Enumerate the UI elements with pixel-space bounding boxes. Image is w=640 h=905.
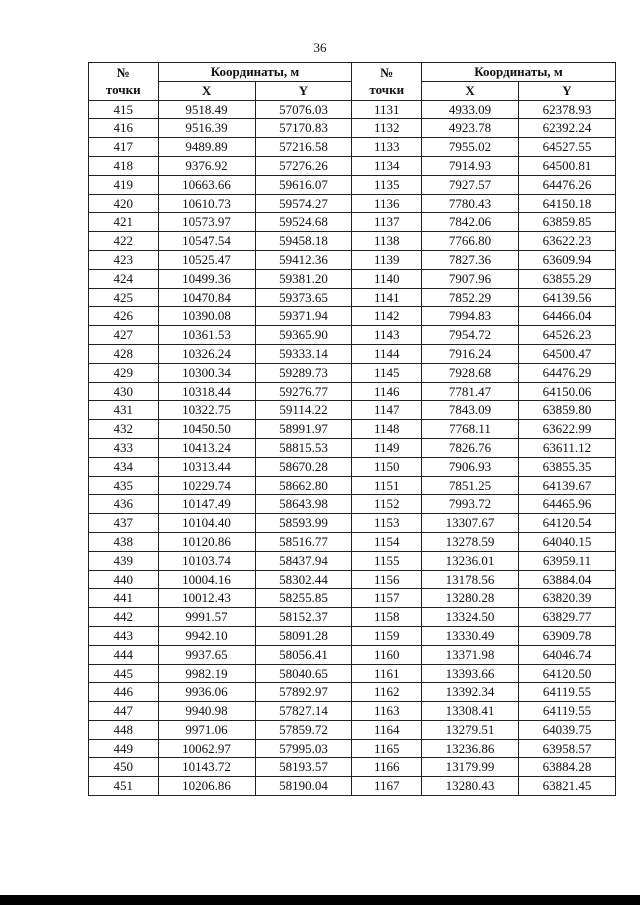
point-number-cell: 1142 bbox=[352, 307, 422, 326]
x-coordinate-cell: 10663.66 bbox=[158, 175, 255, 194]
point-number-cell: 1158 bbox=[352, 608, 422, 627]
table-row bbox=[89, 363, 616, 382]
x-coordinate-cell: 13330.49 bbox=[422, 626, 519, 645]
point-number-cell: 1148 bbox=[352, 420, 422, 439]
y-coordinate-cell: 64527.55 bbox=[518, 138, 615, 157]
table-row bbox=[89, 119, 616, 138]
point-number-cell: 1157 bbox=[352, 589, 422, 608]
point-number-cell: 1151 bbox=[352, 476, 422, 495]
table-row bbox=[89, 420, 616, 439]
x-coordinate-cell: 10361.53 bbox=[158, 326, 255, 345]
point-number-cell: 1141 bbox=[352, 288, 422, 307]
x-coordinate-cell: 4933.09 bbox=[422, 100, 519, 119]
y-coordinate-cell: 58040.65 bbox=[255, 664, 352, 683]
point-number-cell: 434 bbox=[89, 457, 159, 476]
table-row bbox=[89, 457, 616, 476]
y-coordinate-cell: 58302.44 bbox=[255, 570, 352, 589]
point-number-cell: 447 bbox=[89, 702, 159, 721]
y-coordinate-cell: 58516.77 bbox=[255, 532, 352, 551]
x-coordinate-cell: 7907.96 bbox=[422, 269, 519, 288]
x-coordinate-cell: 10322.75 bbox=[158, 401, 255, 420]
table-row bbox=[89, 344, 616, 363]
x-coordinate-cell: 10300.34 bbox=[158, 363, 255, 382]
y-coordinate-cell: 64500.81 bbox=[518, 156, 615, 175]
y-coordinate-cell: 64139.67 bbox=[518, 476, 615, 495]
y-coordinate-cell: 63611.12 bbox=[518, 438, 615, 457]
y-coordinate-cell: 64040.15 bbox=[518, 532, 615, 551]
x-coordinate-cell: 7954.72 bbox=[422, 326, 519, 345]
y-coordinate-cell: 58643.98 bbox=[255, 495, 352, 514]
y-coordinate-cell: 58152.37 bbox=[255, 608, 352, 627]
x-coordinate-cell: 7914.93 bbox=[422, 156, 519, 175]
table-row bbox=[89, 288, 616, 307]
y-coordinate-cell: 64120.50 bbox=[518, 664, 615, 683]
x-coordinate-cell: 10525.47 bbox=[158, 250, 255, 269]
table-row bbox=[89, 664, 616, 683]
y-coordinate-cell: 59381.20 bbox=[255, 269, 352, 288]
point-number-cell: 427 bbox=[89, 326, 159, 345]
y-coordinate-cell: 63821.45 bbox=[518, 777, 615, 796]
x-coordinate-cell: 7994.83 bbox=[422, 307, 519, 326]
table-row bbox=[89, 777, 616, 796]
point-number-cell: 1144 bbox=[352, 344, 422, 363]
table-row bbox=[89, 645, 616, 664]
coordinates-header-left: Координаты, м bbox=[158, 63, 352, 82]
x-coordinate-cell: 10012.43 bbox=[158, 589, 255, 608]
x-coordinate-cell: 7781.47 bbox=[422, 382, 519, 401]
x-coordinate-cell: 13393.66 bbox=[422, 664, 519, 683]
x-coordinate-cell: 7916.24 bbox=[422, 344, 519, 363]
point-number-word: точки bbox=[105, 82, 141, 98]
point-number-header-left bbox=[89, 63, 159, 101]
coordinates-header-right: Координаты, м bbox=[422, 63, 616, 82]
y-coordinate-cell: 62392.24 bbox=[518, 119, 615, 138]
y-coordinate-cell: 63859.80 bbox=[518, 401, 615, 420]
table-row bbox=[89, 514, 616, 533]
point-number-cell: 416 bbox=[89, 119, 159, 138]
y-coordinate-cell: 59574.27 bbox=[255, 194, 352, 213]
x-coordinate-cell: 10413.24 bbox=[158, 438, 255, 457]
y-coordinate-cell: 59371.94 bbox=[255, 307, 352, 326]
x-coordinate-cell: 9936.06 bbox=[158, 683, 255, 702]
point-number-cell: 432 bbox=[89, 420, 159, 439]
x-coordinate-cell: 10313.44 bbox=[158, 457, 255, 476]
point-number-cell: 1147 bbox=[352, 401, 422, 420]
x-coordinate-cell: 10547.54 bbox=[158, 232, 255, 251]
table-row bbox=[89, 739, 616, 758]
point-number-cell: 439 bbox=[89, 551, 159, 570]
y-coordinate-cell: 58056.41 bbox=[255, 645, 352, 664]
x-coordinate-cell: 10206.86 bbox=[158, 777, 255, 796]
point-number-cell: 1167 bbox=[352, 777, 422, 796]
x-coordinate-cell: 7927.57 bbox=[422, 175, 519, 194]
point-number-cell: 448 bbox=[89, 720, 159, 739]
y-coordinate-cell: 64139.56 bbox=[518, 288, 615, 307]
point-number-cell: 444 bbox=[89, 645, 159, 664]
point-number-cell: 1136 bbox=[352, 194, 422, 213]
table-row bbox=[89, 570, 616, 589]
point-number-cell: 1154 bbox=[352, 532, 422, 551]
table-row bbox=[89, 401, 616, 420]
y-coordinate-cell: 64120.54 bbox=[518, 514, 615, 533]
x-coordinate-cell: 13178.56 bbox=[422, 570, 519, 589]
x-coordinate-cell: 7852.29 bbox=[422, 288, 519, 307]
y-coordinate-cell: 64526.23 bbox=[518, 326, 615, 345]
table-row bbox=[89, 532, 616, 551]
point-number-cell: 422 bbox=[89, 232, 159, 251]
point-number-cell: 440 bbox=[89, 570, 159, 589]
y-coordinate-cell: 58593.99 bbox=[255, 514, 352, 533]
x-coordinate-cell: 10573.97 bbox=[158, 213, 255, 232]
point-number-cell: 1131 bbox=[352, 100, 422, 119]
table-row bbox=[89, 100, 616, 119]
point-number-cell: 1156 bbox=[352, 570, 422, 589]
point-number-cell: 1161 bbox=[352, 664, 422, 683]
y-coordinate-cell: 59412.36 bbox=[255, 250, 352, 269]
point-number-cell: 418 bbox=[89, 156, 159, 175]
y-coordinate-cell: 63820.39 bbox=[518, 589, 615, 608]
y-coordinate-cell: 64046.74 bbox=[518, 645, 615, 664]
table-row bbox=[89, 438, 616, 457]
point-number-cell: 436 bbox=[89, 495, 159, 514]
point-number-cell: 441 bbox=[89, 589, 159, 608]
y-coordinate-cell: 59524.68 bbox=[255, 213, 352, 232]
x-coordinate-cell: 7827.36 bbox=[422, 250, 519, 269]
y-coordinate-cell: 63855.29 bbox=[518, 269, 615, 288]
point-number-symbol: № bbox=[116, 64, 130, 80]
y-coordinate-cell: 63829.77 bbox=[518, 608, 615, 627]
point-number-cell: 428 bbox=[89, 344, 159, 363]
table-row bbox=[89, 382, 616, 401]
table-row bbox=[89, 307, 616, 326]
point-number-cell: 1137 bbox=[352, 213, 422, 232]
y-coordinate-cell: 58815.53 bbox=[255, 438, 352, 457]
table-row bbox=[89, 758, 616, 777]
point-number-cell: 1150 bbox=[352, 457, 422, 476]
x-coordinate-cell: 13308.41 bbox=[422, 702, 519, 721]
table-row bbox=[89, 156, 616, 175]
x-coordinate-cell: 13278.59 bbox=[422, 532, 519, 551]
point-number-cell: 1153 bbox=[352, 514, 422, 533]
y-coordinate-cell: 57995.03 bbox=[255, 739, 352, 758]
point-number-cell: 431 bbox=[89, 401, 159, 420]
y-coordinate-cell: 64039.75 bbox=[518, 720, 615, 739]
x-coordinate-cell: 7826.76 bbox=[422, 438, 519, 457]
x-header-right: X bbox=[422, 81, 519, 100]
x-coordinate-cell: 13280.28 bbox=[422, 589, 519, 608]
y-coordinate-cell: 59373.65 bbox=[255, 288, 352, 307]
table-row bbox=[89, 213, 616, 232]
x-header-left: X bbox=[158, 81, 255, 100]
x-coordinate-cell: 7906.93 bbox=[422, 457, 519, 476]
x-coordinate-cell: 9971.06 bbox=[158, 720, 255, 739]
x-coordinate-cell: 10104.40 bbox=[158, 514, 255, 533]
point-number-cell: 424 bbox=[89, 269, 159, 288]
table-row bbox=[89, 326, 616, 345]
y-coordinate-cell: 63959.11 bbox=[518, 551, 615, 570]
x-coordinate-cell: 7842.06 bbox=[422, 213, 519, 232]
x-coordinate-cell: 10103.74 bbox=[158, 551, 255, 570]
point-number-cell: 445 bbox=[89, 664, 159, 683]
y-coordinate-cell: 63622.23 bbox=[518, 232, 615, 251]
point-number-cell: 1145 bbox=[352, 363, 422, 382]
x-coordinate-cell: 13279.51 bbox=[422, 720, 519, 739]
table-row bbox=[89, 269, 616, 288]
x-coordinate-cell: 10499.36 bbox=[158, 269, 255, 288]
point-number-cell: 1149 bbox=[352, 438, 422, 457]
table-row bbox=[89, 608, 616, 627]
y-coordinate-cell: 64119.55 bbox=[518, 683, 615, 702]
table-body bbox=[89, 100, 616, 795]
point-number-cell: 417 bbox=[89, 138, 159, 157]
table-row bbox=[89, 194, 616, 213]
x-coordinate-cell: 7843.09 bbox=[422, 401, 519, 420]
x-coordinate-cell: 9940.98 bbox=[158, 702, 255, 721]
y-coordinate-cell: 58991.97 bbox=[255, 420, 352, 439]
point-number-cell: 419 bbox=[89, 175, 159, 194]
point-number-cell: 449 bbox=[89, 739, 159, 758]
x-coordinate-cell: 13236.86 bbox=[422, 739, 519, 758]
point-number-cell: 450 bbox=[89, 758, 159, 777]
x-coordinate-cell: 10229.74 bbox=[158, 476, 255, 495]
point-number-cell: 421 bbox=[89, 213, 159, 232]
point-number-cell: 420 bbox=[89, 194, 159, 213]
y-coordinate-cell: 64465.96 bbox=[518, 495, 615, 514]
y-coordinate-cell: 64476.26 bbox=[518, 175, 615, 194]
y-coordinate-cell: 58662.80 bbox=[255, 476, 352, 495]
y-coordinate-cell: 58193.57 bbox=[255, 758, 352, 777]
table-row bbox=[89, 495, 616, 514]
x-coordinate-cell: 10450.50 bbox=[158, 420, 255, 439]
x-coordinate-cell: 7766.80 bbox=[422, 232, 519, 251]
y-coordinate-cell: 57076.03 bbox=[255, 100, 352, 119]
y-coordinate-cell: 63622.99 bbox=[518, 420, 615, 439]
x-coordinate-cell: 9489.89 bbox=[158, 138, 255, 157]
y-coordinate-cell: 64466.04 bbox=[518, 307, 615, 326]
y-coordinate-cell: 64476.29 bbox=[518, 363, 615, 382]
y-coordinate-cell: 64119.55 bbox=[518, 702, 615, 721]
y-coordinate-cell: 59458.18 bbox=[255, 232, 352, 251]
point-number-cell: 426 bbox=[89, 307, 159, 326]
point-number-cell: 425 bbox=[89, 288, 159, 307]
point-number-cell: 1146 bbox=[352, 382, 422, 401]
point-number-cell: 1140 bbox=[352, 269, 422, 288]
x-coordinate-cell: 13179.99 bbox=[422, 758, 519, 777]
y-coordinate-cell: 57276.26 bbox=[255, 156, 352, 175]
table-row bbox=[89, 702, 616, 721]
x-coordinate-cell: 13280.43 bbox=[422, 777, 519, 796]
y-coordinate-cell: 57216.58 bbox=[255, 138, 352, 157]
x-coordinate-cell: 13392.34 bbox=[422, 683, 519, 702]
point-number-cell: 1152 bbox=[352, 495, 422, 514]
x-coordinate-cell: 10062.97 bbox=[158, 739, 255, 758]
x-coordinate-cell: 7928.68 bbox=[422, 363, 519, 382]
table-header-row bbox=[89, 63, 616, 82]
point-number-cell: 1166 bbox=[352, 758, 422, 777]
x-coordinate-cell: 9518.49 bbox=[158, 100, 255, 119]
x-coordinate-cell: 9982.19 bbox=[158, 664, 255, 683]
y-coordinate-cell: 58255.85 bbox=[255, 589, 352, 608]
x-coordinate-cell: 7993.72 bbox=[422, 495, 519, 514]
point-number-header-right bbox=[352, 63, 422, 101]
x-coordinate-cell: 10318.44 bbox=[158, 382, 255, 401]
x-coordinate-cell: 7780.43 bbox=[422, 194, 519, 213]
point-number-cell: 1139 bbox=[352, 250, 422, 269]
point-number-cell: 1159 bbox=[352, 626, 422, 645]
point-number-cell: 415 bbox=[89, 100, 159, 119]
x-coordinate-cell: 4923.78 bbox=[422, 119, 519, 138]
table-row bbox=[89, 626, 616, 645]
point-number-symbol: № bbox=[380, 64, 394, 80]
x-coordinate-cell: 13307.67 bbox=[422, 514, 519, 533]
x-coordinate-cell: 10143.72 bbox=[158, 758, 255, 777]
x-coordinate-cell: 9516.39 bbox=[158, 119, 255, 138]
y-coordinate-cell: 63884.28 bbox=[518, 758, 615, 777]
x-coordinate-cell: 13371.98 bbox=[422, 645, 519, 664]
table-row bbox=[89, 175, 616, 194]
y-coordinate-cell: 58091.28 bbox=[255, 626, 352, 645]
y-coordinate-cell: 64150.18 bbox=[518, 194, 615, 213]
table-row bbox=[89, 720, 616, 739]
y-coordinate-cell: 59333.14 bbox=[255, 344, 352, 363]
y-coordinate-cell: 59616.07 bbox=[255, 175, 352, 194]
x-coordinate-cell: 10120.86 bbox=[158, 532, 255, 551]
x-coordinate-cell: 10390.08 bbox=[158, 307, 255, 326]
y-coordinate-cell: 63884.04 bbox=[518, 570, 615, 589]
point-number-cell: 1133 bbox=[352, 138, 422, 157]
y-header-left: Y bbox=[255, 81, 352, 100]
y-coordinate-cell: 63958.57 bbox=[518, 739, 615, 758]
y-coordinate-cell: 63855.35 bbox=[518, 457, 615, 476]
point-number-cell: 1160 bbox=[352, 645, 422, 664]
x-coordinate-cell: 9937.65 bbox=[158, 645, 255, 664]
y-coordinate-cell: 59114.22 bbox=[255, 401, 352, 420]
point-number-cell: 443 bbox=[89, 626, 159, 645]
point-number-cell: 446 bbox=[89, 683, 159, 702]
x-coordinate-cell: 9991.57 bbox=[158, 608, 255, 627]
table-row bbox=[89, 232, 616, 251]
y-coordinate-cell: 57892.97 bbox=[255, 683, 352, 702]
page-number: 36 bbox=[313, 40, 327, 55]
x-coordinate-cell: 7955.02 bbox=[422, 138, 519, 157]
y-coordinate-cell: 62378.93 bbox=[518, 100, 615, 119]
y-coordinate-cell: 59365.90 bbox=[255, 326, 352, 345]
table-row bbox=[89, 138, 616, 157]
x-coordinate-cell: 9376.92 bbox=[158, 156, 255, 175]
y-coordinate-cell: 63609.94 bbox=[518, 250, 615, 269]
y-coordinate-cell: 57859.72 bbox=[255, 720, 352, 739]
x-coordinate-cell: 13324.50 bbox=[422, 608, 519, 627]
point-number-cell: 1162 bbox=[352, 683, 422, 702]
x-coordinate-cell: 10004.16 bbox=[158, 570, 255, 589]
y-coordinate-cell: 64150.06 bbox=[518, 382, 615, 401]
y-coordinate-cell: 58190.04 bbox=[255, 777, 352, 796]
point-number-cell: 1135 bbox=[352, 175, 422, 194]
y-coordinate-cell: 57827.14 bbox=[255, 702, 352, 721]
point-number-cell: 430 bbox=[89, 382, 159, 401]
x-coordinate-cell: 10470.84 bbox=[158, 288, 255, 307]
table-row bbox=[89, 589, 616, 608]
point-number-cell: 1143 bbox=[352, 326, 422, 345]
y-coordinate-cell: 63909.78 bbox=[518, 626, 615, 645]
x-coordinate-cell: 10326.24 bbox=[158, 344, 255, 363]
point-number-cell: 423 bbox=[89, 250, 159, 269]
table-row bbox=[89, 476, 616, 495]
x-coordinate-cell: 7851.25 bbox=[422, 476, 519, 495]
y-coordinate-cell: 57170.83 bbox=[255, 119, 352, 138]
point-number-cell: 442 bbox=[89, 608, 159, 627]
table-row bbox=[89, 683, 616, 702]
x-coordinate-cell: 7768.11 bbox=[422, 420, 519, 439]
point-number-cell: 435 bbox=[89, 476, 159, 495]
x-coordinate-cell: 10147.49 bbox=[158, 495, 255, 514]
point-number-cell: 1134 bbox=[352, 156, 422, 175]
point-number-cell: 1132 bbox=[352, 119, 422, 138]
scan-edge-bar bbox=[0, 895, 640, 905]
point-number-cell: 1165 bbox=[352, 739, 422, 758]
coordinates-table bbox=[88, 62, 616, 796]
y-coordinate-cell: 59289.73 bbox=[255, 363, 352, 382]
x-coordinate-cell: 13236.01 bbox=[422, 551, 519, 570]
table-row bbox=[89, 551, 616, 570]
y-coordinate-cell: 59276.77 bbox=[255, 382, 352, 401]
x-coordinate-cell: 9942.10 bbox=[158, 626, 255, 645]
y-header-right: Y bbox=[518, 81, 615, 100]
y-coordinate-cell: 58437.94 bbox=[255, 551, 352, 570]
point-number-cell: 437 bbox=[89, 514, 159, 533]
point-number-cell: 433 bbox=[89, 438, 159, 457]
point-number-cell: 1164 bbox=[352, 720, 422, 739]
y-coordinate-cell: 64500.47 bbox=[518, 344, 615, 363]
point-number-cell: 429 bbox=[89, 363, 159, 382]
point-number-cell: 438 bbox=[89, 532, 159, 551]
y-coordinate-cell: 58670.28 bbox=[255, 457, 352, 476]
point-number-cell: 1155 bbox=[352, 551, 422, 570]
point-number-cell: 1138 bbox=[352, 232, 422, 251]
point-number-cell: 1163 bbox=[352, 702, 422, 721]
point-number-word: точки bbox=[369, 82, 405, 98]
table-row bbox=[89, 250, 616, 269]
y-coordinate-cell: 63859.85 bbox=[518, 213, 615, 232]
point-number-cell: 451 bbox=[89, 777, 159, 796]
x-coordinate-cell: 10610.73 bbox=[158, 194, 255, 213]
